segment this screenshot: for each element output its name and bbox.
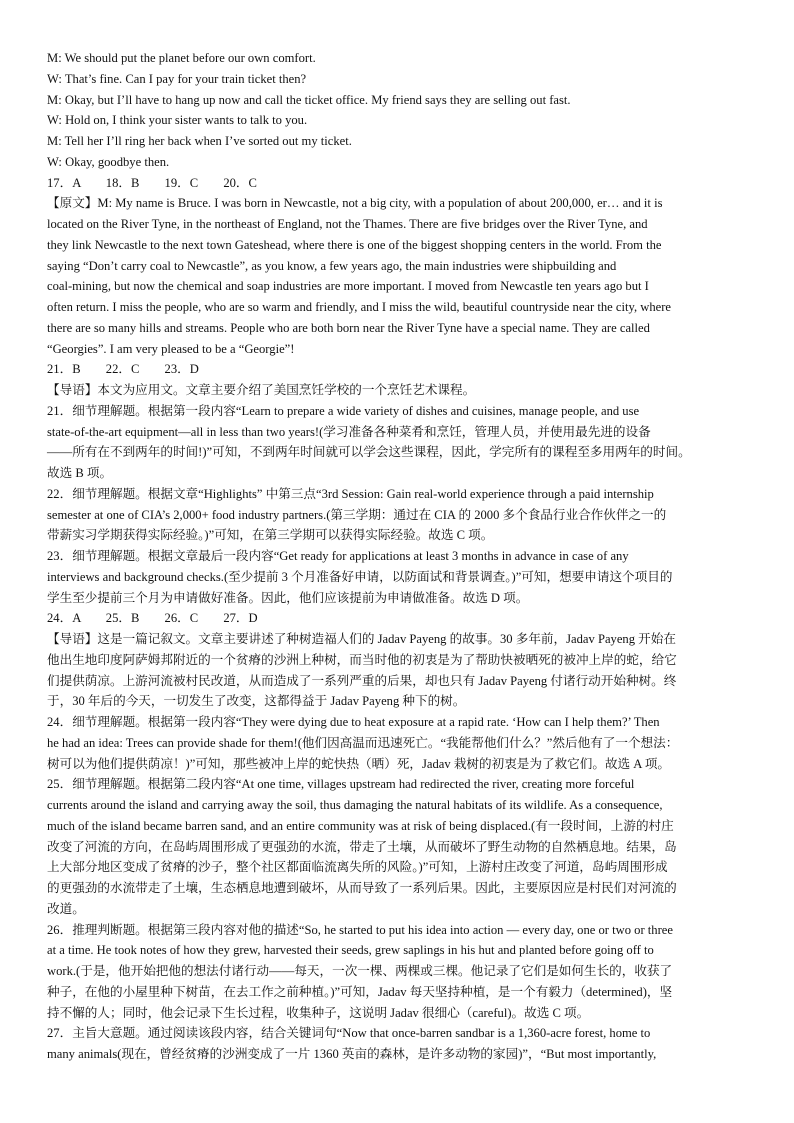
text-line: 24．A 25．B 26．C 27．D — [47, 611, 258, 626]
text-line: 故选 B 项。 — [47, 466, 113, 480]
text-line: 改变了河流的方向，在岛屿周围形成了更强劲的水流，带走了土壤，从而破坏了野生动物的自然栖息地。结果，岛 — [47, 839, 677, 854]
text-line: W: That’s fine. Can I pay for your train ticket then? — [47, 71, 307, 86]
text-line: 22．细节理解题。根据文章“Highlights” 中第三点“3rd Session: Gain real-world experience through a paid internship — [47, 486, 654, 501]
text-line: much of the island became barren sand, and an entire community was at risk of being displaced.(有一段时间，上游的村庄 — [47, 818, 674, 833]
text-line: M: Okay, but I’ll have to hang up now and call the ticket office. My friend says they are selling out fast. — [47, 92, 571, 107]
text-line: W: Okay, goodbye then. — [47, 154, 170, 169]
text-line: currents around the island and carrying away the soil, thus damaging the natural habitats of its wildlife. As a consequence, — [47, 798, 663, 812]
document-body — [47, 48, 749, 1065]
text-line: semester at one of CIA’s 2,000+ food industry partners.(第三学期：通过在 CIA 的 2000 多个食品行业合作伙伴之一的 — [47, 507, 667, 522]
text-line: 23．细节理解题。根据文章最后一段内容“Get ready for applications at least 3 months in advance in case of any — [47, 549, 629, 563]
text-line: 27．主旨大意题。通过阅读该段内容，结合关键词句“Now that once-barren sandbar is a 1,360-acre forest, home to — [47, 1026, 651, 1041]
text-line: 24．细节理解题。根据第一段内容“They were dying due to heat exposure at a rapid rate. ‘How can I help them?’ Then — [47, 715, 660, 729]
text-line: “Georgies”. I am very pleased to be a “Georgie”! — [47, 341, 295, 356]
text-line: 持不懈的人；同时，他会记录下生长过程，收集种子，这说明 Jadav 很细心（careful)。故选 C 项。 — [47, 1005, 590, 1020]
text-line: 17．A 18．B 19．C 20．C — [47, 175, 257, 190]
text-line: ——所有在不到两年的时间!)”可知，不到两年时间就可以学会这些课程，因此，学完所有的课程至多用两年的时间。 — [47, 445, 691, 460]
text-line: 21．B 22．C 23．D — [47, 362, 199, 377]
text-line: work.(于是，他开始把他的想法付诸行动——每天，一次一棵、两棵或三棵。他记录了它们是如何生长的，收获了 — [47, 964, 673, 978]
text-line: they link Newcastle to the next town Gateshead, where there is one of the biggest shopping centers in the world. From the — [47, 237, 662, 252]
text-line: 种子，在他的小屋里种下树苗，在去工作之前种植。)”可知，Jadav 每天坚持种植，是一个有毅力（determined)，坚 — [47, 984, 673, 999]
text-line: 上大部分地区变成了贫瘠的沙子，整个社区都面临流离失所的风险。)”可知，上游村庄改变了河道，岛屿周围形成 — [47, 860, 668, 875]
text-line: W: Hold on, I think your sister wants to talk to you. — [47, 113, 308, 128]
text-line: at a time. He took notes of how they grew, harvested their seeds, grew saplings in his hut and planted before going off to — [47, 943, 654, 958]
text-line: interviews and background checks.(至少提前 3 个月准备好申请，以防面试和背景调查。)”可知，想要申请这个项目的 — [47, 569, 673, 584]
text-line: many animals(现在，曾经贫瘠的沙洲变成了一片 1360 英亩的森林，是许多动物的家园)”，“But most importantly, — [47, 1047, 657, 1061]
text-line: there are so many hills and streams. People who are both born near the River Tyne have a special name. They are called — [47, 320, 650, 335]
text-line: 【导语】这是一篇记叙文。文章主要讲述了种树造福人们的 Jadav Payeng 的故事。30 多年前，Jadav Payeng 开始在 — [47, 632, 676, 646]
text-line: state-of-the-art equipment—all in less than two years!(学习准备各种菜肴和烹饪，管理人员，并使用最先进的设备 — [47, 424, 651, 439]
text-line: 带薪实习学期获得实际经验。)”可知，在第三学期可以获得实际经验。故选 C 项。 — [47, 528, 494, 543]
text-line: coal-mining, but now the chemical and soap industries are more important. I moved from Newcastle ten years ago but I — [47, 279, 649, 294]
text-line: 的更强劲的水流带走了土壤，生态栖息地遭到破坏，从而导致了一系列后果。因此，主要原因应是村民们对河流的 — [47, 881, 677, 895]
text-line: M: Tell her I’ll ring her back when I’ve sorted out my ticket. — [47, 134, 352, 148]
text-line: 改道。 — [47, 901, 85, 916]
text-line: often return. I miss the people, who are so warm and friendly, and I miss the wild, beautiful countryside near the city, where — [47, 300, 672, 314]
text-line: 21．细节理解题。根据第一段内容“Learn to prepare a wide variety of dishes and cuisines, manage people, and use — [47, 403, 640, 418]
text-line: M: We should put the planet before our own comfort. — [47, 51, 316, 65]
text-line: 他出生地印度阿萨姆邦附近的一个贫瘠的沙洲上种树，而当时他的初衷是为了帮助快被晒死的被冲上岸的蛇，给它 — [47, 652, 677, 667]
text-line: 26．推理判断题。根据第三段内容对他的描述“So, he started to put his idea into action — every day, one or two or three — [47, 922, 673, 937]
text-line: 于，30 年后的今天，一切发生了改变，这都得益于 Jadav Payeng 种下的树。 — [47, 694, 466, 709]
text-line: 【原文】M: My name is Bruce. I was born in Newcastle, not a big city, with a population of about 200,000, er… and it is — [47, 196, 663, 211]
text-line: 25．细节理解题。根据第二段内容“At one time, villages upstream had redirected the river, creating more forceful — [47, 777, 635, 792]
text-line: 们提供荫凉。上游河流被村民改道，从而造成了一系列严重的后果，却也只有 Jadav Payeng 付诸行动开始种树。终 — [47, 673, 677, 688]
text-line: 【导语】本文为应用文。文章主要介绍了美国烹饪学校的一个烹饪艺术课程。 — [47, 383, 476, 397]
text-line: 学生至少提前三个月为申请做好准备。因此，他们应该提前为申请做准备。故选 D 项。 — [47, 590, 529, 605]
text-line: he had an idea: Trees can provide shade for them!(他们因高温而迅速死亡。“我能帮他们什么？”然后他有了一个想法： — [47, 735, 679, 750]
text-line: 树可以为他们提供荫凉！)”可知，那些被冲上岸的蛇快热（晒）死，Jadav 栽树的初衷是为了救它们。故选 A 项。 — [47, 756, 671, 771]
text-line: saying “Don’t carry coal to Newcastle”, as you know, a few years ago, the main industries were shipbuilding and — [47, 258, 617, 273]
text-line: located on the River Tyne, in the northeast of England, not the Thames. There are five bridges over the River Tyne, and — [47, 217, 648, 231]
